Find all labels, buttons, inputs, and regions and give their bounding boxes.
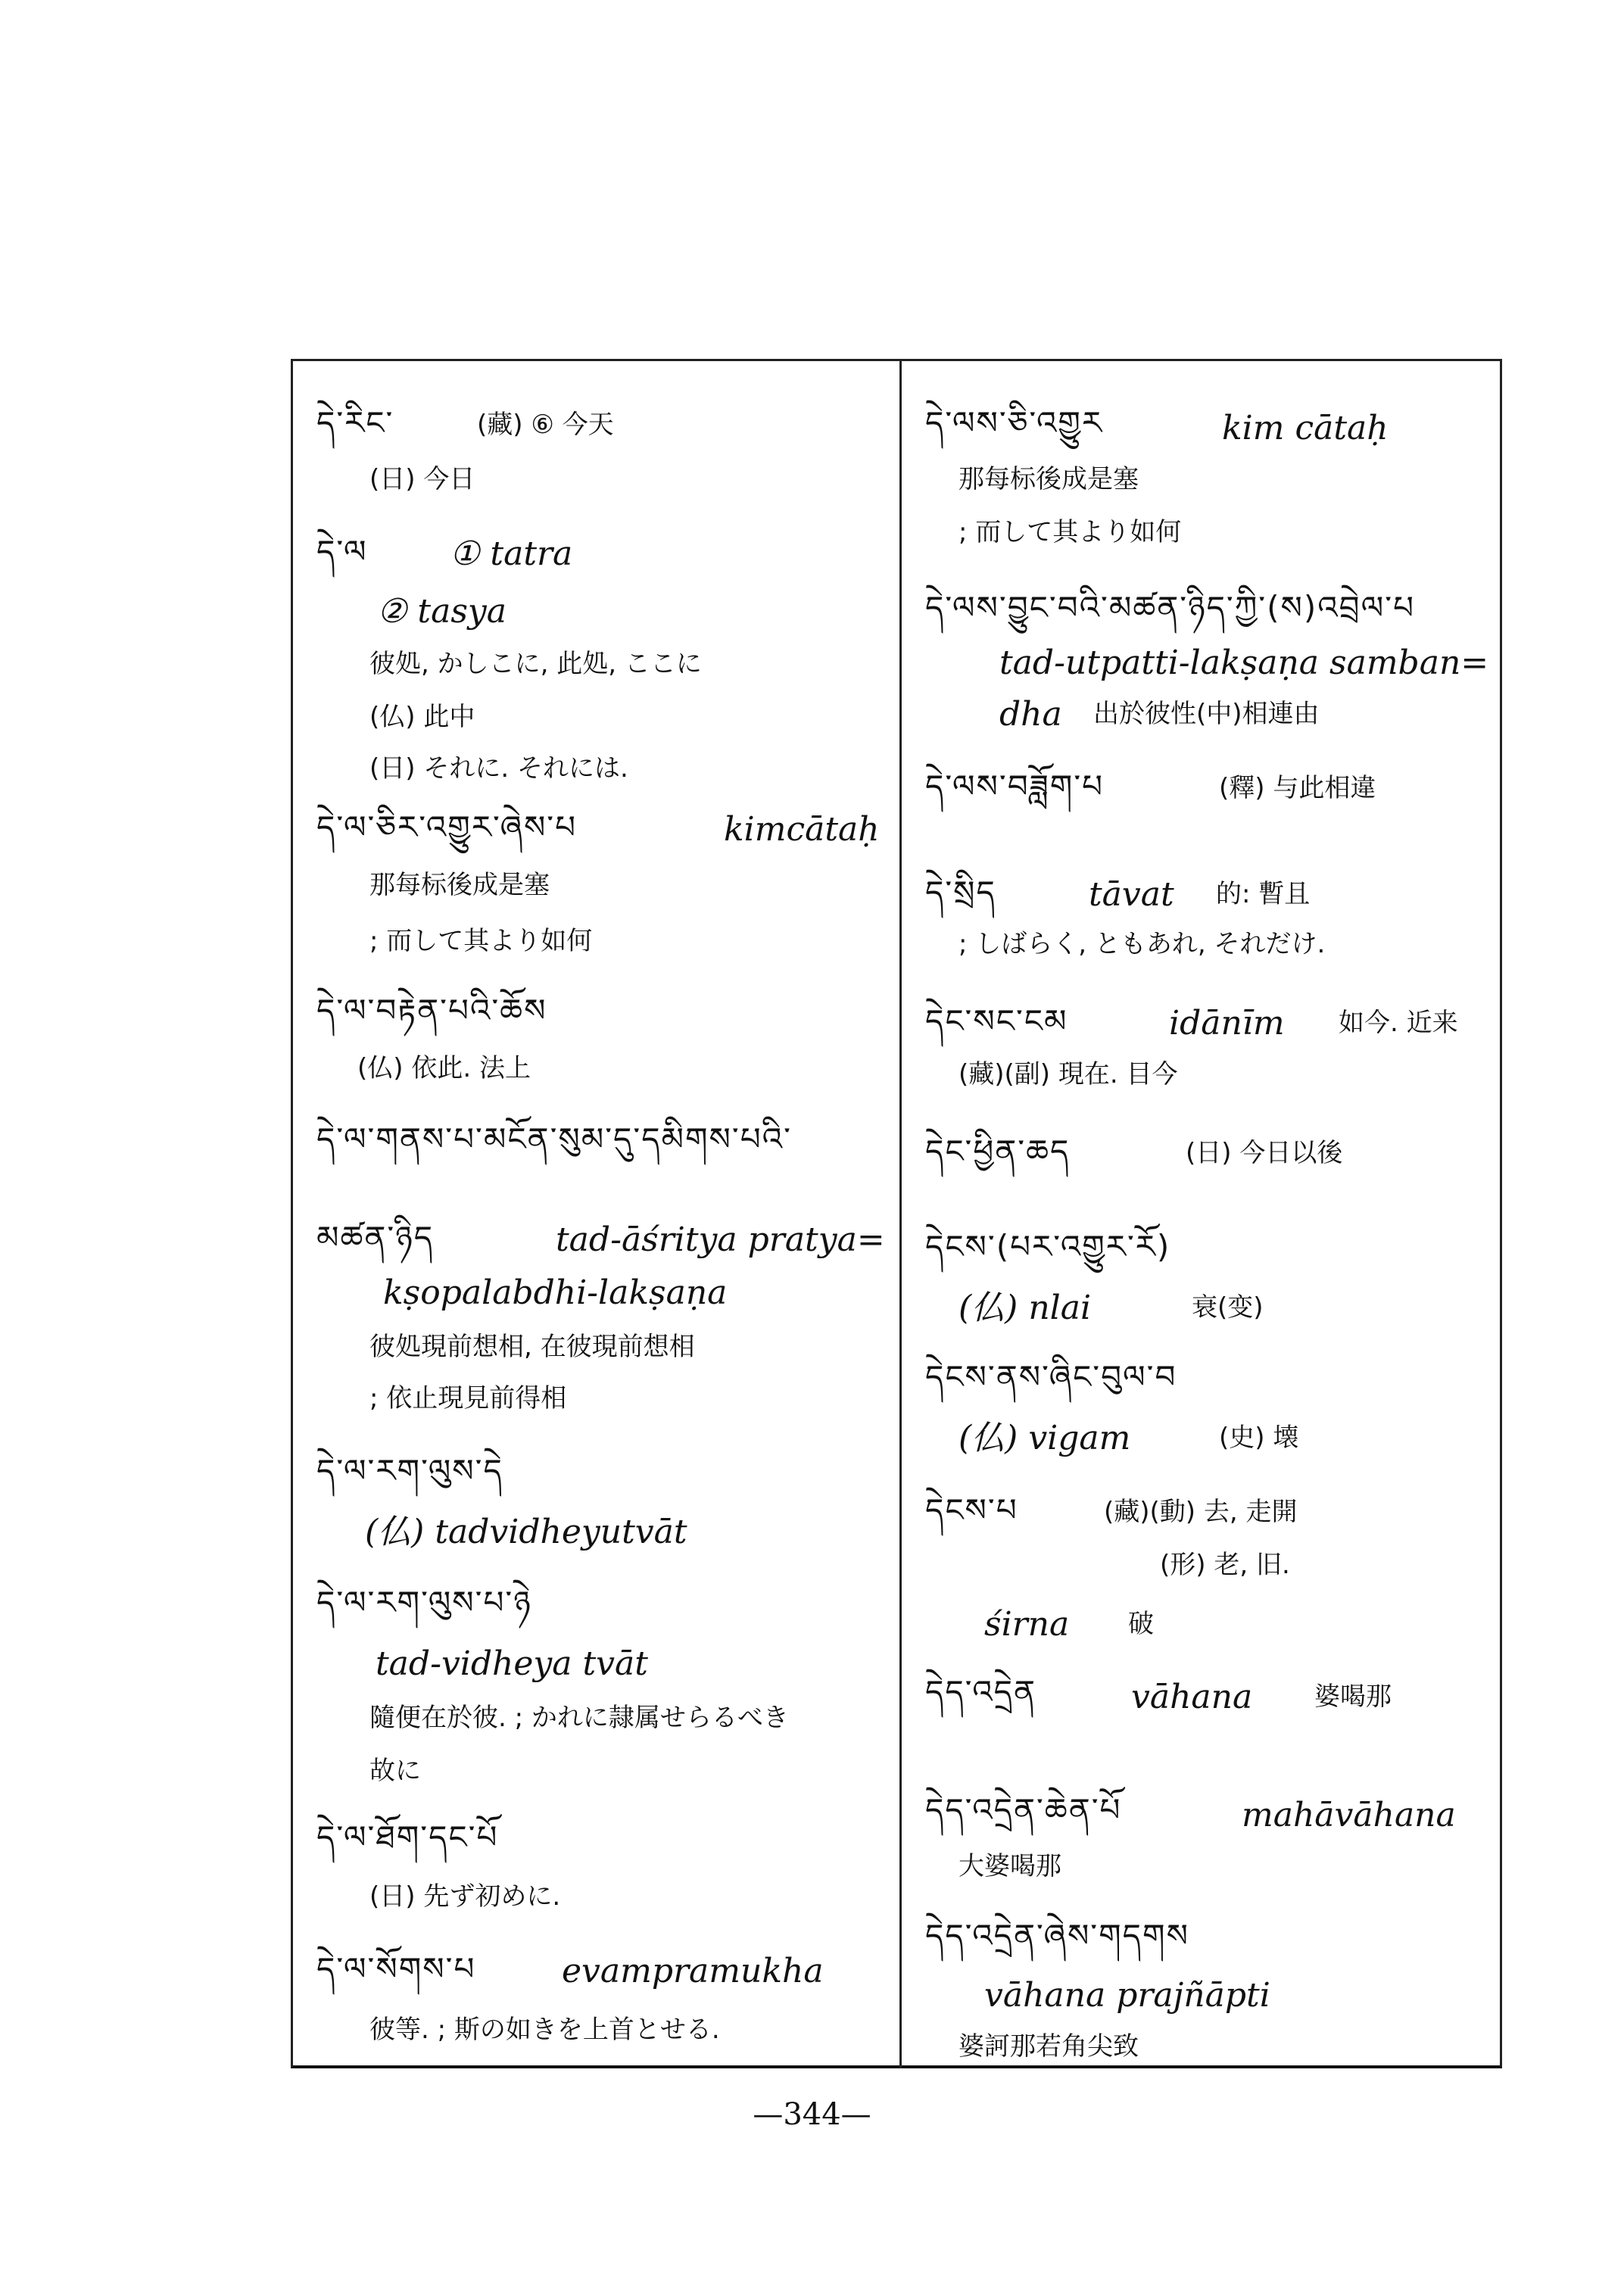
tibetan-headword: དེད་འདྲེན་ཆེན་པོ	[925, 1791, 1122, 1828]
gloss-text: 故に	[369, 1756, 421, 1786]
gloss-text: 出於彼性(中)相連由	[1093, 699, 1320, 729]
tibetan-headword: དེ་ལ་སོགས་པ	[316, 1950, 476, 1987]
tibetan-headword: མཚན་ཉིད	[316, 1219, 435, 1256]
gloss-text: 婆訶那若角尖致	[959, 2031, 1139, 2062]
gloss-text: ; 而して其より如何	[369, 926, 593, 956]
gloss-text: 那每标後成是塞	[959, 464, 1139, 494]
sanskrit-term: tad-āśritya pratya=	[556, 1220, 885, 1259]
tibetan-headword: དེད་འདྲེན་ཞེས་གདགས	[925, 1917, 1189, 1954]
sanskrit-term: (仏) vigam	[959, 1419, 1131, 1457]
tibetan-headword: དེ་ལས་བཟློག་པ	[925, 768, 1105, 805]
gloss-text: (日) それに. それには.	[369, 753, 628, 784]
tibetan-headword: དེ་ལ་ཐོག་དང་པོ	[316, 1819, 499, 1856]
gloss-text: 隨便在於彼. ; かれに隷属せらるべき	[369, 1703, 789, 1733]
gloss-text: (日) 今日以後	[1186, 1138, 1343, 1168]
tibetan-headword: དེང་སང་ངམ	[925, 1002, 1068, 1039]
gloss-text: (仏) 此中	[369, 702, 475, 732]
gloss-text: (仏) 依此. 法上	[357, 1053, 531, 1083]
sanskrit-term: (仏) tadvidheyutvāt	[365, 1513, 687, 1551]
tibetan-headword: དེ་ལ་བརྟེན་པའི་ཆོས	[316, 992, 547, 1029]
sanskrit-term: evampramukha	[562, 1952, 824, 1990]
tibetan-headword: དེ་རིང་	[316, 404, 394, 441]
gloss-text: 如今. 近来	[1339, 1008, 1458, 1038]
gloss-text: ; 而して其より如何	[959, 517, 1182, 547]
sanskrit-term: kimcātaḥ	[724, 810, 880, 849]
gloss-text: (日) 今日	[369, 464, 475, 494]
gloss-text: 那每标後成是塞	[369, 870, 550, 900]
tibetan-headword: དེ་སྲིད	[925, 874, 996, 911]
sanskrit-term: tad-utpatti-lakṣaṇa samban=	[999, 644, 1489, 682]
tibetan-headword: དེ་ལ་རག་ལུས་དེ	[316, 1452, 503, 1489]
gloss-text: (史) 壊	[1219, 1423, 1299, 1453]
tibetan-headword: དེ་ལ་གནས་པ་མངོན་སུམ་དུ་དམིགས་པའི་	[316, 1121, 792, 1158]
tibetan-headword: དེངས་པ	[925, 1491, 1018, 1529]
tibetan-headword: དེ་ལ་ཅིར་འགྱུར་ཞེས་པ	[316, 809, 578, 846]
gloss-text: (藏) ⑥ 今天	[477, 410, 614, 440]
tibetan-headword: དེངས་ནས་ཞིང་བུལ་བ	[925, 1358, 1177, 1395]
sanskrit-term: mahāvāhana	[1242, 1796, 1456, 1834]
gloss-text: 婆喝那	[1314, 1682, 1392, 1712]
tibetan-headword: དེ་ལས་ཅི་འགྱུར	[925, 404, 1104, 441]
gloss-text: (藏)(副) 現在. 目今	[959, 1059, 1178, 1089]
column-divider	[899, 360, 902, 2068]
gloss-text: 彼処, かしこに, 此処, ここに	[369, 649, 702, 679]
sanskrit-term: kim cātaḥ	[1222, 409, 1389, 447]
gloss-text: ; 依止現見前得相	[369, 1383, 567, 1413]
sanskrit-term: idānīm	[1169, 1004, 1285, 1043]
sanskrit-term: vāhana	[1131, 1678, 1253, 1716]
gloss-text: 破	[1128, 1609, 1154, 1639]
sanskrit-term: tāvat	[1089, 875, 1174, 914]
tibetan-headword: དེད་འདྲེན	[925, 1673, 1036, 1710]
gloss-text: 的: 暫且	[1216, 879, 1311, 909]
gloss-text: 衰(变)	[1192, 1292, 1264, 1323]
sanskrit-term: tad-vidheya tvāt	[376, 1644, 648, 1683]
sanskrit-term: dha	[999, 695, 1062, 734]
tibetan-headword: དེ་ལ	[316, 533, 368, 570]
gloss-text: (形) 老, 旧.	[1160, 1550, 1290, 1580]
tibetan-headword: དེང་ཕྱིན་ཆད	[925, 1133, 1071, 1170]
gloss-text: 彼処現前想相, 在彼現前想相	[369, 1332, 695, 1362]
sanskrit-term: ② tasya	[377, 592, 507, 631]
sanskrit-term: vāhana prajñāpti	[984, 1976, 1270, 2015]
gloss-text: 大婆喝那	[959, 1851, 1061, 1881]
sanskrit-term: (仏) nlai	[959, 1289, 1092, 1327]
page-number: —344—	[753, 2097, 871, 2132]
gloss-text: (釋) 与此相違	[1219, 773, 1376, 803]
sanskrit-term: ① tatra	[450, 535, 573, 573]
sanskrit-term: kṣopalabdhi-lakṣaṇa	[383, 1273, 728, 1312]
tibetan-headword: དེངས་(པར་འགྱུར་རོ)	[925, 1228, 1171, 1265]
tibetan-headword: དེ་ལས་བྱུང་བའི་མཚན་ཉིད་ཀྱི་(ས)འབྲེལ་པ	[925, 589, 1415, 626]
gloss-text: (藏)(動) 去, 走開	[1104, 1497, 1298, 1527]
gloss-text: 彼等. ; 斯の如きを上首とせる.	[369, 2015, 720, 2045]
gloss-text: ; しばらく, ともあれ, それだけ.	[959, 929, 1326, 959]
sanskrit-term: śirna	[984, 1605, 1070, 1644]
gloss-text: (日) 先ず初めに.	[369, 1881, 561, 1912]
tibetan-headword: དེ་ལ་རག་ལུས་པ་ཉེ	[316, 1584, 532, 1621]
